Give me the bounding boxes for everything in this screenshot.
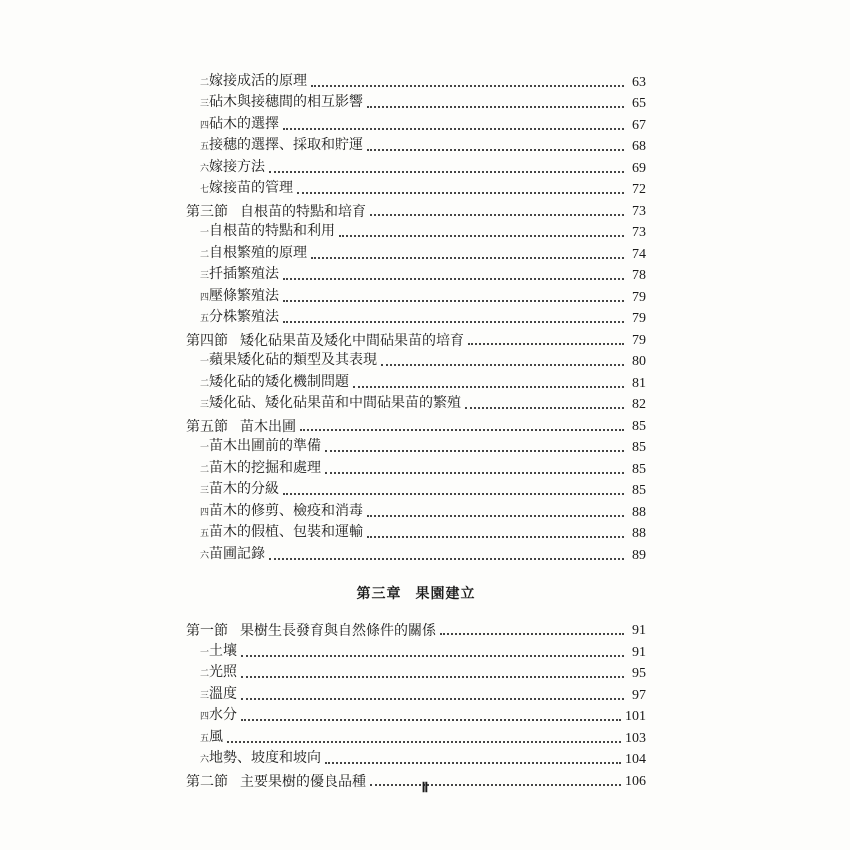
toc-entry-text [200,459,321,479]
toc-item-row [186,70,646,92]
entry-title: 苗木的分級 [209,481,280,497]
item-number-mark: 六 [200,550,209,561]
toc-item-row [186,500,646,522]
item-number-mark: 三 [200,690,209,701]
item-number-mark: 六 [200,163,209,174]
item-number-mark: 五 [200,529,209,539]
dot-leader [381,364,624,366]
page-number: 81 [632,375,646,391]
entry-title: 苗木的修剪、檢疫和消毒 [209,502,364,519]
item-number-mark: 五 [200,142,209,152]
dot-leader [353,386,624,388]
toc-entry-text [200,502,363,522]
page-number: 79 [632,332,646,348]
toc-entry-text [186,332,464,350]
toc-entry-text [186,418,296,436]
page-number: 103 [625,730,646,746]
dot-leader [283,278,624,280]
toc-item-row [186,156,646,178]
item-number-mark: 二 [200,378,209,389]
toc-entry-text [200,308,279,328]
toc-section-row [186,328,646,350]
toc-item-row [186,371,646,393]
page-number: 101 [625,709,646,724]
item-number-mark: 四 [200,507,209,518]
entry-title: 水分 [209,707,238,723]
toc-entry-text [200,158,265,178]
toc-item-row [186,393,646,415]
item-number-mark: 二 [200,669,209,679]
entry-title: 苗木出圃 [240,418,296,435]
dot-leader [339,235,624,237]
toc-item-row [186,113,646,135]
toc-entry-text [200,287,279,307]
toc-item-row [186,726,646,748]
item-number-mark: 一 [200,443,209,453]
toc-item-row [186,221,646,243]
entry-title: 嫁接成活的原理 [209,72,308,89]
toc-item-row [186,285,646,307]
toc-item-row [186,178,646,200]
page-number: 95 [632,666,646,681]
item-number-mark: 五 [200,314,209,324]
toc-item-row [186,479,646,501]
toc-item-row [186,683,646,705]
dot-leader [367,536,624,538]
entry-title: 扦插繁殖法 [209,266,280,282]
toc-item-row [186,457,646,479]
entry-title: 溫度 [209,685,238,702]
toc-item-row [186,436,646,458]
entry-title: 果樹生長發育與自然條件的關係 [240,623,436,639]
entry-title: 蘋果矮化砧的類型及其表現 [209,352,378,368]
page-number: 85 [632,440,646,455]
page-number: 74 [632,246,646,262]
page-number: 85 [632,418,646,434]
chapter-heading [186,567,646,619]
item-number-mark: 三 [200,486,209,496]
toc-entry-text [200,244,307,264]
dot-leader [300,429,624,431]
page-number: 72 [632,182,646,197]
entry-title: 主要果樹的優良品種 [240,773,366,790]
page-number: 89 [632,547,646,563]
page-number: 80 [632,354,646,369]
entry-title: 苗木的假植、包裝和運輸 [209,524,364,540]
item-number-mark: 四 [200,120,209,131]
dot-leader [283,128,624,130]
entry-title: 矮化砧的矮化機制問題 [209,373,350,390]
dot-leader [297,192,624,194]
entry-title: 接穗的選擇、採取和貯運 [209,137,364,153]
dot-leader [367,515,624,517]
toc-entry-text [200,685,237,705]
page-number: 78 [632,268,646,283]
table-of-contents [186,70,646,791]
page-number: 79 [632,289,646,305]
dot-leader [241,698,624,700]
entry-title: 分株繁殖法 [209,309,280,325]
toc-entry-text [200,265,279,285]
page-number: 63 [632,74,646,90]
section-label: 第五節 [186,418,228,435]
item-number-mark: 五 [200,733,209,744]
page-number: 106 [625,773,646,789]
toc-entry-text [200,480,279,500]
entry-title: 嫁接方法 [209,158,266,175]
toc-item-row [186,307,646,329]
dot-leader [269,558,624,560]
item-number-mark: 一 [200,647,209,658]
page-number: 91 [632,644,646,660]
toc-entry-text [200,222,335,242]
toc-item-row [186,350,646,372]
toc-item-row [186,640,646,662]
toc-entry-text [200,437,321,457]
dot-leader [241,676,624,678]
item-number-mark: 六 [200,755,209,765]
item-number-mark: 三 [200,400,209,410]
item-number-mark: 一 [200,228,209,238]
dot-leader [440,633,624,635]
toc-section-row [186,619,646,641]
dot-leader [241,655,624,657]
dot-leader [325,762,621,764]
dot-leader [283,493,624,495]
section-label: 第三節 [186,203,228,220]
page-number: 85 [632,461,646,477]
page-number: 97 [632,687,646,703]
dot-leader [311,85,624,87]
toc-item-row [186,92,646,114]
dot-leader [241,719,621,721]
toc-entry-text [200,93,363,113]
dot-leader [283,300,624,302]
toc-entry-text [200,663,237,683]
entry-title: 自根繁殖的原理 [209,244,308,261]
toc-item-row [186,543,646,565]
page-number: 73 [632,203,646,219]
item-number-mark: 四 [200,292,209,303]
page-number: 69 [632,160,646,176]
toc-item-row [186,264,646,286]
toc-entry-text [200,72,307,92]
toc-item-row [186,522,646,544]
toc-entry-text [200,706,237,726]
section-label: 第二節 [186,773,228,790]
entry-title: 風 [209,728,224,745]
page-number: 82 [632,397,646,412]
toc-entry-text [200,545,265,565]
toc-section-row [186,199,646,221]
entry-title: 苗木的挖掘和處理 [209,459,322,476]
dot-leader [325,450,624,452]
page-number-footer: Ⅱ [421,781,429,796]
item-number-mark: 七 [200,185,209,195]
item-number-mark: 二 [200,77,209,88]
page-number: 104 [625,752,646,767]
entry-title: 砧木與接穗間的相互影響 [209,94,364,110]
dot-leader [468,343,624,345]
toc-entry-text [186,622,436,640]
toc-item-row [186,705,646,727]
entry-title: 矮化砧果苗及矮化中間砧果苗的培育 [240,332,464,349]
toc-entry-text [200,373,349,393]
toc-part-1 [186,70,646,565]
page-number: 88 [632,526,646,541]
toc-entry-text [200,394,461,414]
item-number-mark: 四 [200,712,209,722]
toc-entry-text [200,728,223,748]
dot-leader [367,106,624,108]
section-label: 第四節 [186,332,228,349]
dot-leader [269,171,624,173]
dot-leader [325,472,624,474]
toc-entry-text [200,179,293,199]
page-number: 85 [632,483,646,498]
dot-leader [367,149,624,151]
item-number-mark: 二 [200,249,209,260]
item-number-mark: 二 [200,464,209,475]
toc-entry-text [186,203,366,221]
entry-title: 苗圃記錄 [209,545,266,562]
section-label: 第一節 [186,623,228,639]
toc-item-row [186,135,646,157]
entry-title: 自根苗的特點和利用 [209,223,336,239]
dot-leader [370,214,624,216]
item-number-mark: 一 [200,357,209,367]
item-number-mark: 三 [200,99,209,109]
dot-leader [465,407,624,409]
toc-entry-text [200,523,363,543]
toc-entry-text [200,351,377,371]
entry-title: 苗木出圃前的準備 [209,438,322,454]
page-number: 91 [632,623,646,638]
toc-entry-text [200,749,321,769]
entry-title: 矮化砧、矮化砧果苗和中間砧果苗的繁殖 [209,395,462,411]
page-number: 88 [632,504,646,520]
toc-item-row [186,242,646,264]
chapter-label: 第三章 [356,585,402,602]
entry-title: 地勢、坡度和坡向 [209,750,322,766]
page-number: 65 [632,96,646,111]
toc-entry-text [200,642,237,662]
toc-entry-text [200,136,363,156]
entry-title: 砧木的選擇 [209,115,280,132]
toc-item-row [186,748,646,770]
page-number: 68 [632,139,646,154]
entry-title: 嫁接苗的管理 [209,180,294,196]
item-number-mark: 三 [200,271,209,281]
dot-leader [227,741,621,743]
page-number: 67 [632,117,646,133]
dot-leader [283,321,624,323]
toc-entry-text [200,115,279,135]
toc-item-row [186,662,646,684]
dot-leader [311,257,624,259]
page-number: 79 [632,311,646,326]
entry-title: 壓條繁殖法 [209,287,280,304]
chapter-title: 果園建立 [415,585,476,602]
toc-part-2 [186,619,646,791]
entry-title: 自根苗的特點和培育 [240,203,366,220]
page-number: 73 [632,225,646,240]
toc-section-row [186,414,646,436]
entry-title: 土壤 [209,642,238,659]
entry-title: 光照 [209,664,238,680]
